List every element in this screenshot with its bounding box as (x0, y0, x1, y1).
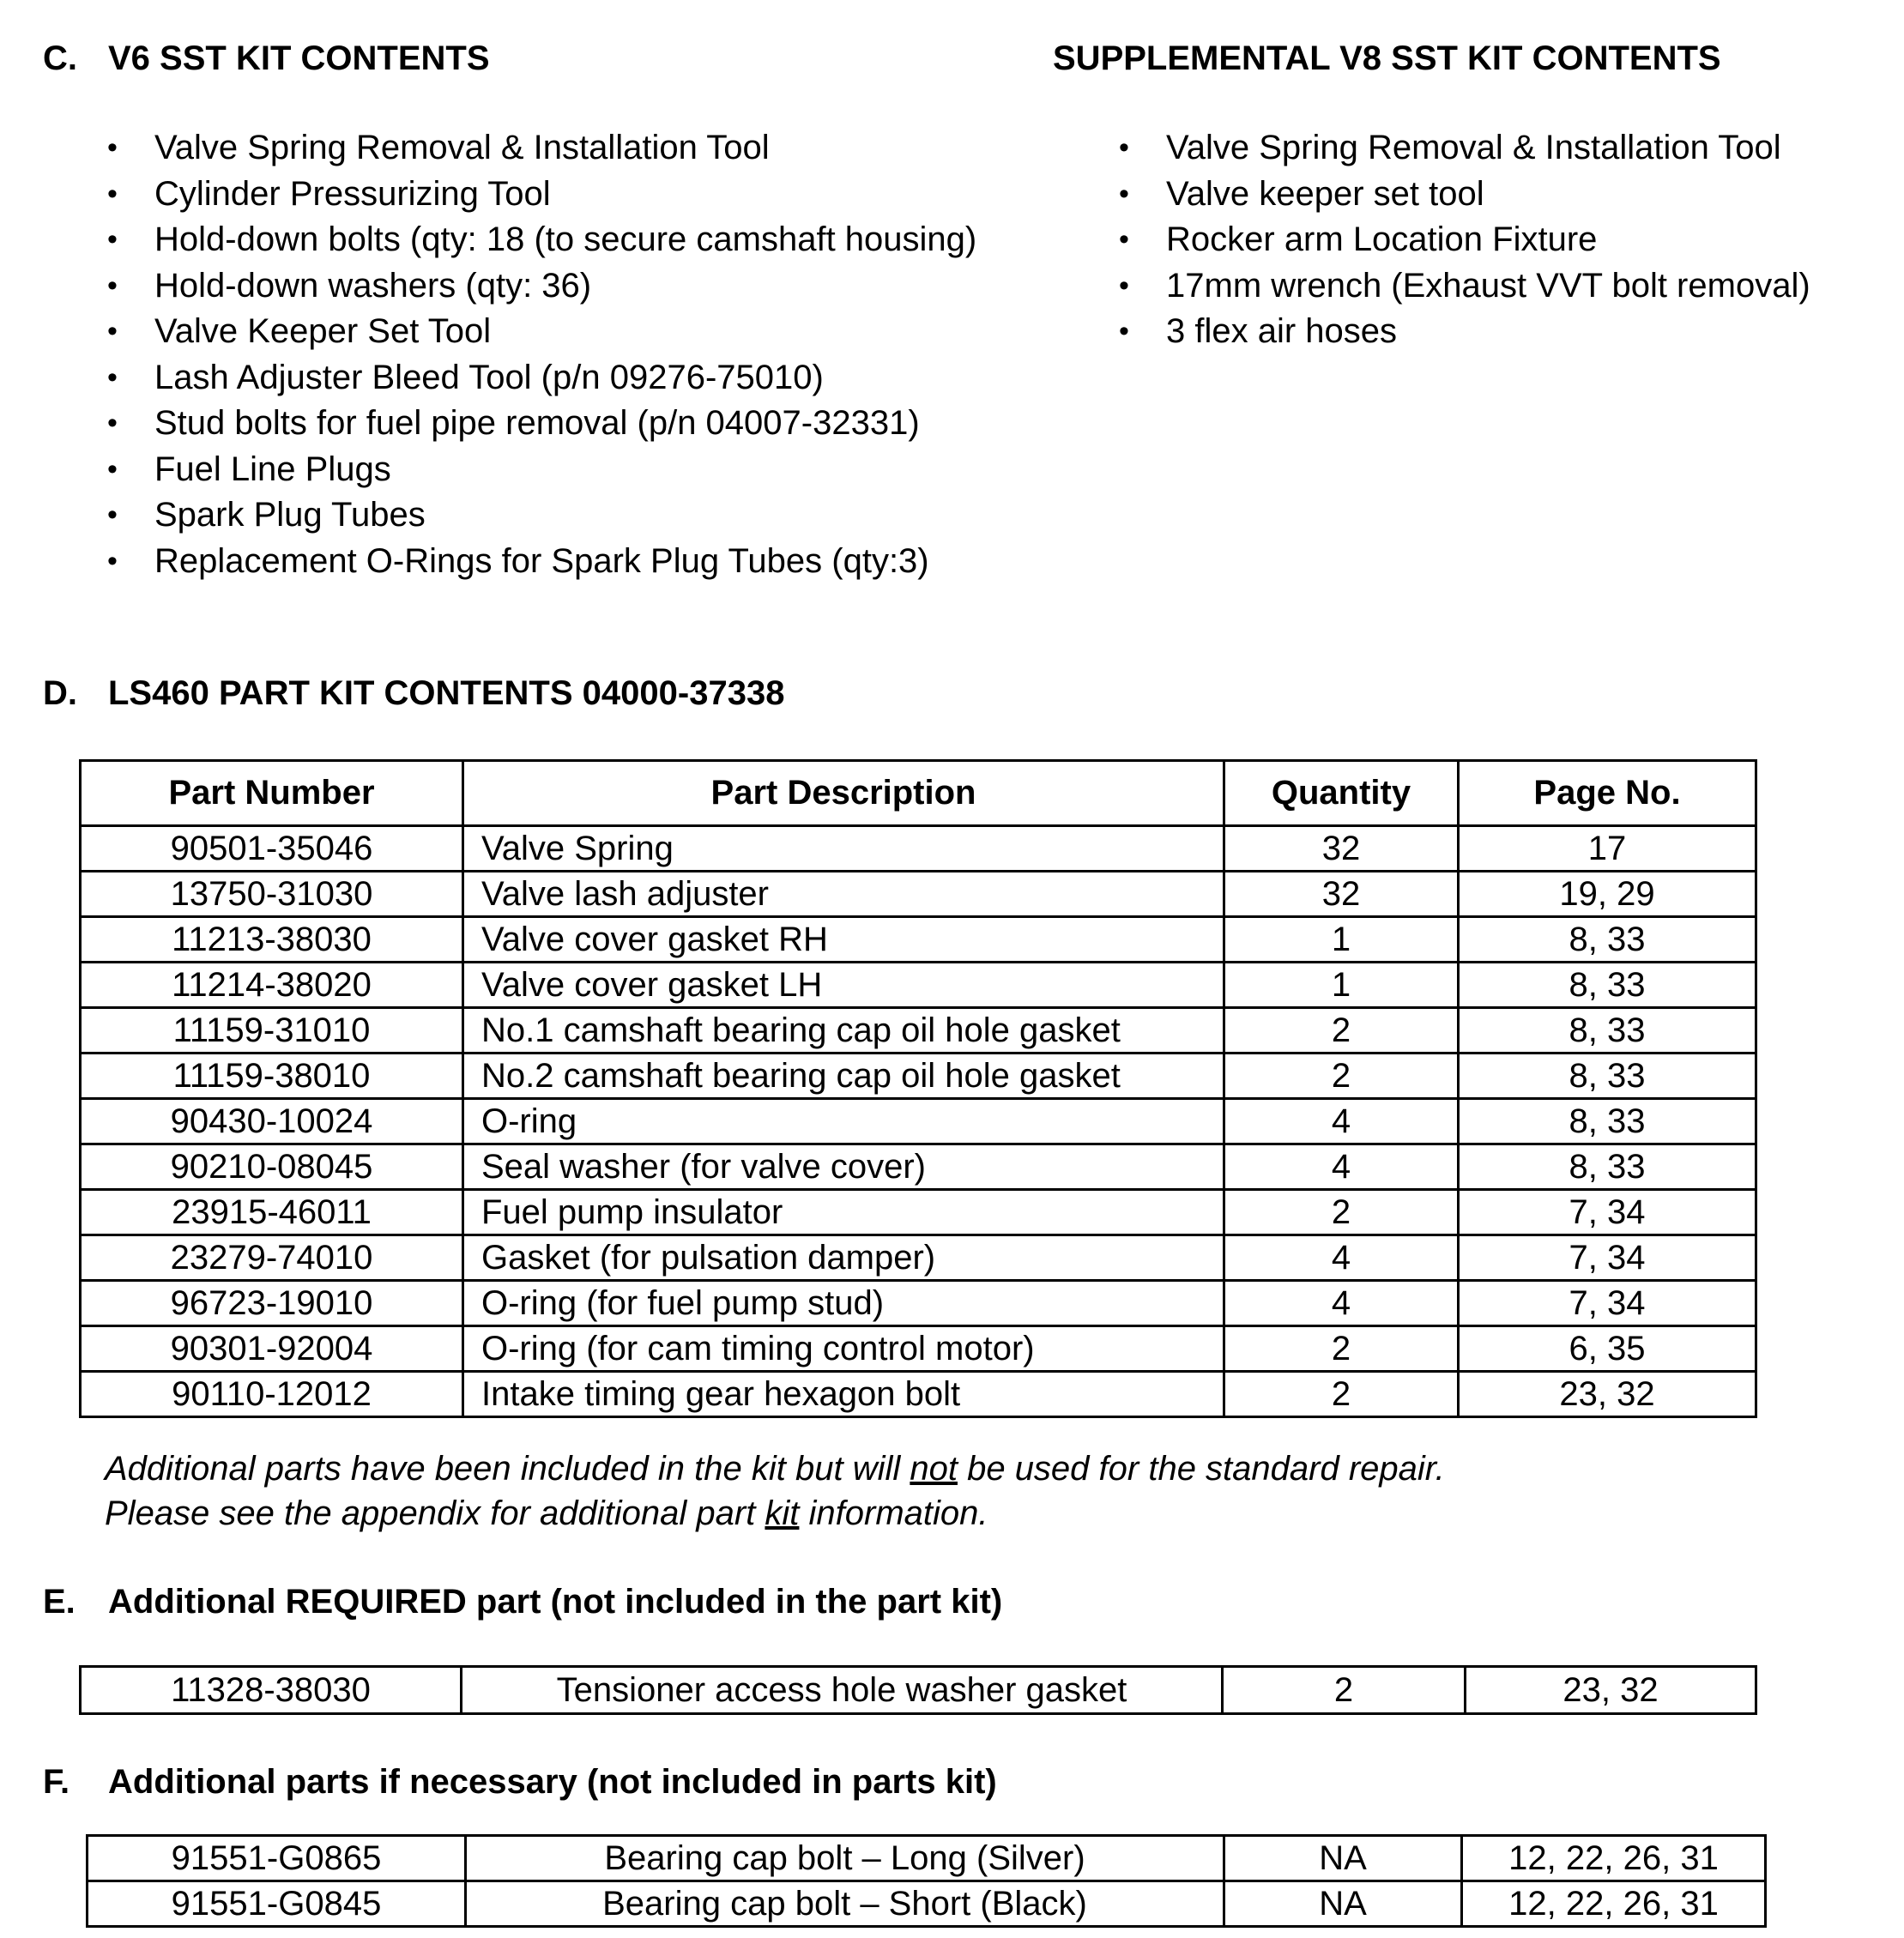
column-header: Part Number (81, 761, 463, 826)
page-number: 23, 32 (1459, 1372, 1756, 1417)
part-description: Fuel pump insulator (463, 1190, 1224, 1235)
quantity: 2 (1224, 1054, 1459, 1099)
section-f-title: Additional parts if necessary (not included in parts kit) (108, 1763, 997, 1801)
part-description: Seal washer (for valve cover) (463, 1144, 1224, 1190)
list-item: • Spark Plug Tubes (107, 492, 976, 539)
table-row (81, 1008, 1756, 1054)
quantity: 2 (1224, 1008, 1459, 1054)
page-number: 8, 33 (1459, 1144, 1756, 1190)
section-d-letter: D. (43, 674, 77, 712)
part-kit-table (79, 759, 1757, 1418)
section-c-heading (43, 38, 490, 79)
table-row (81, 1235, 1756, 1281)
quantity: 1 (1224, 917, 1459, 963)
quantity: 1 (1224, 963, 1459, 1008)
note-line-2 (105, 1491, 1445, 1536)
note-text: be used for the standard repair. (957, 1450, 1445, 1488)
part-description: No.2 camshaft bearing cap oil hole gasket (463, 1054, 1224, 1099)
part-description: Intake timing gear hexagon bolt (463, 1372, 1224, 1417)
part-description: Valve cover gasket RH (463, 917, 1224, 963)
part-description: O-ring (for cam timing control motor) (463, 1326, 1224, 1372)
column-header: Page No. (1459, 761, 1756, 826)
table-row (81, 872, 1756, 917)
section-v8-heading (1053, 38, 1721, 79)
table-row (81, 1326, 1756, 1372)
quantity: 2 (1223, 1667, 1466, 1714)
quantity: 4 (1224, 1281, 1459, 1326)
part-number: 90501-35046 (81, 826, 463, 872)
table-row (81, 1281, 1756, 1326)
part-description: Gasket (for pulsation damper) (463, 1235, 1224, 1281)
part-description: Valve cover gasket LH (463, 963, 1224, 1008)
page-number: 8, 33 (1459, 963, 1756, 1008)
section-e-heading (43, 1581, 1002, 1622)
quantity: 2 (1224, 1190, 1459, 1235)
quantity: 32 (1224, 872, 1459, 917)
part-number: 91551-G0845 (88, 1881, 466, 1927)
part-number: 11328-38030 (81, 1667, 462, 1714)
page-number: 8, 33 (1459, 1008, 1756, 1054)
part-number: 13750-31030 (81, 872, 463, 917)
part-number: 11213-38030 (81, 917, 463, 963)
section-f-letter: F. (43, 1763, 70, 1801)
note-emphasis: kit (765, 1494, 800, 1532)
table-row (81, 1144, 1756, 1190)
list-item: • Valve Keeper Set Tool (107, 309, 976, 355)
page-number: 12, 22, 26, 31 (1462, 1881, 1766, 1927)
required-part-table (79, 1665, 1757, 1715)
list-item: • Stud bolts for fuel pipe removal (p/n 04007-32331) (107, 401, 976, 447)
list-item: • Hold-down bolts (qty: 18 (to secure camshaft housing) (107, 217, 976, 263)
quantity: NA (1224, 1881, 1462, 1927)
quantity: 4 (1224, 1235, 1459, 1281)
section-d-title: LS460 PART KIT CONTENTS 04000-37338 (108, 674, 785, 712)
page-number: 17 (1459, 826, 1756, 872)
list-item: • 3 flex air hoses (1119, 309, 1810, 355)
list-item: • Replacement O-Rings for Spark Plug Tubes (qty:3) (107, 539, 976, 585)
list-item: • Rocker arm Location Fixture (1119, 217, 1810, 263)
table-row (81, 1054, 1756, 1099)
table-row (81, 1372, 1756, 1417)
part-description: O-ring (463, 1099, 1224, 1144)
table-row (81, 963, 1756, 1008)
quantity: 32 (1224, 826, 1459, 872)
part-description: Bearing cap bolt – Long (Silver) (466, 1836, 1224, 1881)
page-number: 8, 33 (1459, 917, 1756, 963)
note-emphasis: not (910, 1450, 958, 1488)
part-number: 90210-08045 (81, 1144, 463, 1190)
quantity: NA (1224, 1836, 1462, 1881)
quantity: 2 (1224, 1326, 1459, 1372)
table-header-row (81, 761, 1756, 826)
additional-parts-note (105, 1446, 1445, 1536)
page-number: 7, 34 (1459, 1190, 1756, 1235)
page-number: 8, 33 (1459, 1054, 1756, 1099)
list-item: • Valve keeper set tool (1119, 172, 1810, 218)
list-item: • Hold-down washers (qty: 36) (107, 263, 976, 310)
table-row (88, 1836, 1766, 1881)
part-number: 90110-12012 (81, 1372, 463, 1417)
optional-parts-table (86, 1834, 1767, 1928)
quantity: 4 (1224, 1144, 1459, 1190)
section-f-heading (43, 1761, 997, 1802)
part-description: Bearing cap bolt – Short (Black) (466, 1881, 1224, 1927)
note-text: Additional parts have been included in the kit but will (105, 1450, 910, 1488)
part-number: 11159-38010 (81, 1054, 463, 1099)
part-number: 96723-19010 (81, 1281, 463, 1326)
part-number: 90430-10024 (81, 1099, 463, 1144)
list-item: • 17mm wrench (Exhaust VVT bolt removal) (1119, 263, 1810, 310)
page-number: 19, 29 (1459, 872, 1756, 917)
table-row (81, 1190, 1756, 1235)
page-number: 12, 22, 26, 31 (1462, 1836, 1766, 1881)
table-row (81, 917, 1756, 963)
part-description: No.1 camshaft bearing cap oil hole gasket (463, 1008, 1224, 1054)
list-item: • Valve Spring Removal & Installation Tool (1119, 125, 1810, 172)
section-c-letter: C. (43, 39, 77, 77)
list-item: • Cylinder Pressurizing Tool (107, 172, 976, 218)
section-e-title: Additional REQUIRED part (not included in the part kit) (108, 1583, 1003, 1621)
part-description: O-ring (for fuel pump stud) (463, 1281, 1224, 1326)
section-e-letter: E. (43, 1583, 76, 1621)
part-number: 91551-G0865 (88, 1836, 466, 1881)
part-number: 23279-74010 (81, 1235, 463, 1281)
table-row (81, 826, 1756, 872)
section-v8-title: SUPPLEMENTAL V8 SST KIT CONTENTS (1053, 39, 1721, 77)
v6-sst-kit-list (107, 125, 976, 584)
table-row (81, 1667, 1756, 1714)
list-item: • Fuel Line Plugs (107, 447, 976, 493)
note-line-1 (105, 1446, 1445, 1491)
list-item: • Valve Spring Removal & Installation Tool (107, 125, 976, 172)
table-row (81, 1099, 1756, 1144)
column-header: Part Description (463, 761, 1224, 826)
part-description: Tensioner access hole washer gasket (462, 1667, 1223, 1714)
page-number: 8, 33 (1459, 1099, 1756, 1144)
part-description: Valve lash adjuster (463, 872, 1224, 917)
quantity: 2 (1224, 1372, 1459, 1417)
v8-sst-kit-list (1119, 125, 1810, 355)
note-text: Please see the appendix for additional part (105, 1494, 765, 1532)
part-number: 11214-38020 (81, 963, 463, 1008)
page-number: 7, 34 (1459, 1235, 1756, 1281)
part-number: 23915-46011 (81, 1190, 463, 1235)
part-number: 11159-31010 (81, 1008, 463, 1054)
page-number: 7, 34 (1459, 1281, 1756, 1326)
table-row (88, 1881, 1766, 1927)
section-c-title: V6 SST KIT CONTENTS (108, 39, 490, 77)
column-header: Quantity (1224, 761, 1459, 826)
page-number: 23, 32 (1466, 1667, 1756, 1714)
part-description: Valve Spring (463, 826, 1224, 872)
list-item: • Lash Adjuster Bleed Tool (p/n 09276-75010) (107, 355, 976, 401)
quantity: 4 (1224, 1099, 1459, 1144)
page-number: 6, 35 (1459, 1326, 1756, 1372)
part-number: 90301-92004 (81, 1326, 463, 1372)
section-d-heading (43, 673, 784, 714)
note-text: information. (799, 1494, 988, 1532)
